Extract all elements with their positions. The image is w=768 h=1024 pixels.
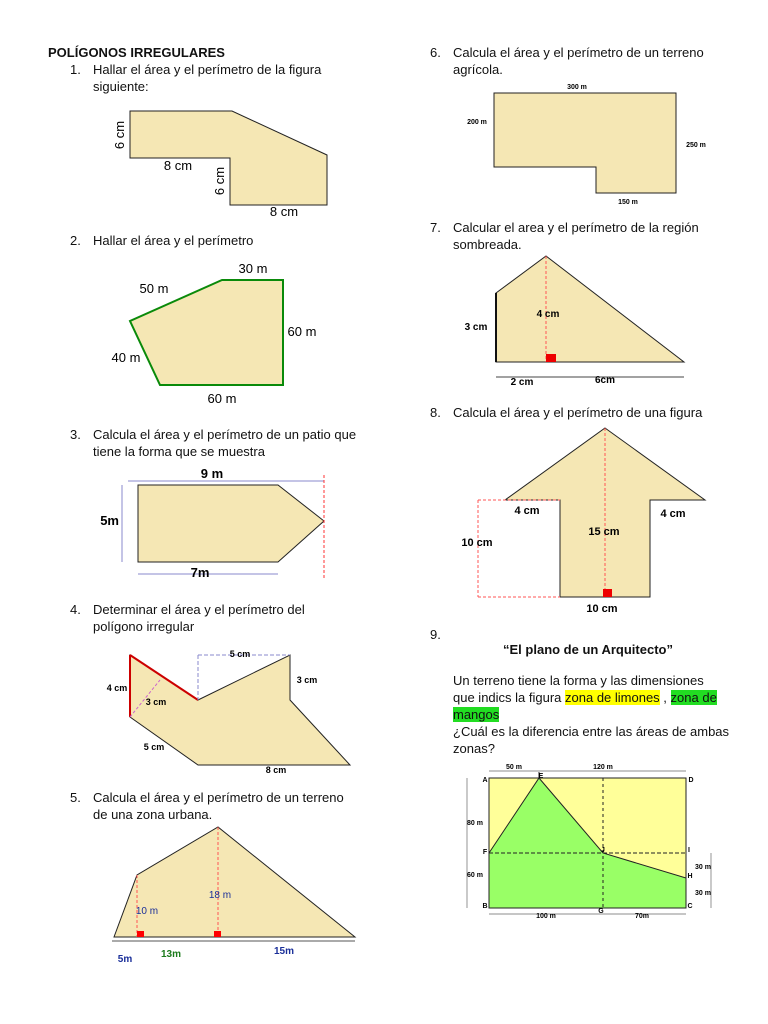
fig9-point-B: B [482,903,488,910]
zone-mangos-label: zona de [670,690,717,705]
zone-limones-label: zona de limones [565,690,660,705]
fig9-label-h: 70m [634,913,650,920]
problem-2-text: Hallar el área y el perímetro [93,233,254,248]
fig6-label-a: 300 m [567,84,587,91]
fig2-label-a: 30 m [238,261,268,276]
fig9-point-A: A [482,777,488,784]
problem-3-text-2: tiene la forma que se muestra [93,444,265,459]
separator: , [659,690,671,705]
fig9-point-D: D [688,777,694,784]
fig4-label-f: 8 cm [265,765,287,775]
fig9-label-a: 50 m [506,764,522,771]
fig1-label-d: 8 cm [269,204,299,219]
fig7-label-c: 2 cm [510,377,534,388]
figure-3-shape [138,485,324,562]
fig4-label-b: 4 cm [106,683,128,693]
problem-6-text: Calcula el área y el perímetro de un terreno [453,45,704,60]
fig9-point-J: J [601,847,605,854]
fig9-label-f: 30 m [695,890,711,897]
fig2-label-d: 40 m [111,350,141,365]
fig1-label-c: 6 cm [212,166,227,196]
problem-7-text-2: sombreada. [453,237,522,252]
problem-9-number: 9. [430,627,441,642]
fig5-label-c: 5m [117,954,133,965]
fig4-label-a: 5 cm [229,649,251,659]
problem-8-number: 8. [430,405,441,420]
fig5-right-angle-1 [137,931,144,937]
fig7-label-d: 6cm [594,375,616,386]
fig9-point-H: H [687,873,693,880]
fig9-label-g: 100 m [536,913,556,920]
fig6-label-d: 150 m [618,199,638,206]
fig9-label-e: 30 m [695,864,711,871]
problem-4-text-2: polígono irregular [93,619,195,634]
problem-3-text: Calcula el área y el perímetro de un patio que [93,427,357,442]
fig5-label-a: 18 m [208,890,232,901]
problem-7-number: 7. [430,220,441,235]
fig7-label-b: 3 cm [464,322,488,333]
fig8-label-e: 10 cm [586,603,618,615]
problem-1-text-2: siguiente: [93,79,149,94]
fig9-point-I: I [688,847,690,854]
fig9-point-E: E [538,773,544,780]
problem-9-question-2: zonas? [453,741,495,756]
fig8-label-d: 10 cm [461,537,493,549]
figure-5-shape [114,827,355,937]
fig3-label-a: 9 m [200,466,224,481]
fig2-label-c: 60 m [287,324,317,339]
figure-7-shape [496,256,684,362]
problem-4-text: Determinar el área y el perímetro del [93,602,305,617]
problem-3-number: 3. [70,427,81,442]
problem-4-number: 4. [70,602,81,617]
problem-9-text-2a: que indics la figura [453,690,566,705]
fig4-label-d: 3 cm [296,675,318,685]
fig9-point-F: F [482,849,488,856]
fig4-label-e: 5 cm [143,742,165,752]
zone-mangos-label-2: mangos [453,707,500,722]
fig8-label-c: 15 cm [588,526,620,538]
fig2-label-b: 50 m [139,281,169,296]
problem-1-number: 1. [70,62,81,77]
problem-6-number: 6. [430,45,441,60]
fig1-label-b: 8 cm [163,158,193,173]
fig5-label-e: 15m [273,946,295,957]
fig8-label-a: 4 cm [514,505,540,517]
problem-5-text-2: de una zona urbana. [93,807,213,822]
fig9-label-d: 60 m [467,872,483,879]
figure-6-shape [494,93,676,193]
fig4-label-c: 3 cm [145,697,167,707]
fig6-label-c: 250 m [686,142,706,149]
problem-6-text-2: agrícola. [453,62,503,77]
fig7-right-angle [546,354,556,362]
problem-5-number: 5. [70,790,81,805]
fig1-label-a: 6 cm [112,120,127,150]
page-title: POLÍGONOS IRREGULARES [48,45,225,60]
fig2-label-e: 60 m [207,391,237,406]
fig7-label-a: 4 cm [536,309,560,320]
problem-9-title: “El plano de un Arquitecto” [503,642,673,657]
fig8-label-b: 4 cm [660,508,686,520]
problem-5-text: Calcula el área y el perímetro de un terreno [93,790,344,805]
fig9-label-b: 120 m [593,764,613,771]
fig9-label-c: 80 m [467,820,483,827]
fig5-label-d: 13m [160,949,182,960]
fig8-right-angle [603,589,612,597]
problem-9-text-1: Un terreno tiene la forma y las dimensiones [453,673,704,688]
fig5-label-b: 10 m [135,906,159,917]
problem-2-number: 2. [70,233,81,248]
problem-8-text: Calcula el área y el perímetro de una figura [453,405,703,420]
figure-1-shape [130,111,327,205]
problem-7-text: Calcular el area y el perímetro de la región [453,220,699,235]
fig3-label-b: 5m [100,513,119,528]
problem-1-text: Hallar el área y el perímetro de la figura [93,62,322,77]
fig9-point-C: C [687,903,693,910]
fig9-point-G: G [598,908,604,915]
problem-9-question: ¿Cuál es la diferencia entre las áreas de ambas [453,724,730,739]
fig3-label-c: 7m [190,565,210,580]
fig6-label-b: 200 m [467,119,487,126]
fig5-right-angle-2 [214,931,221,937]
